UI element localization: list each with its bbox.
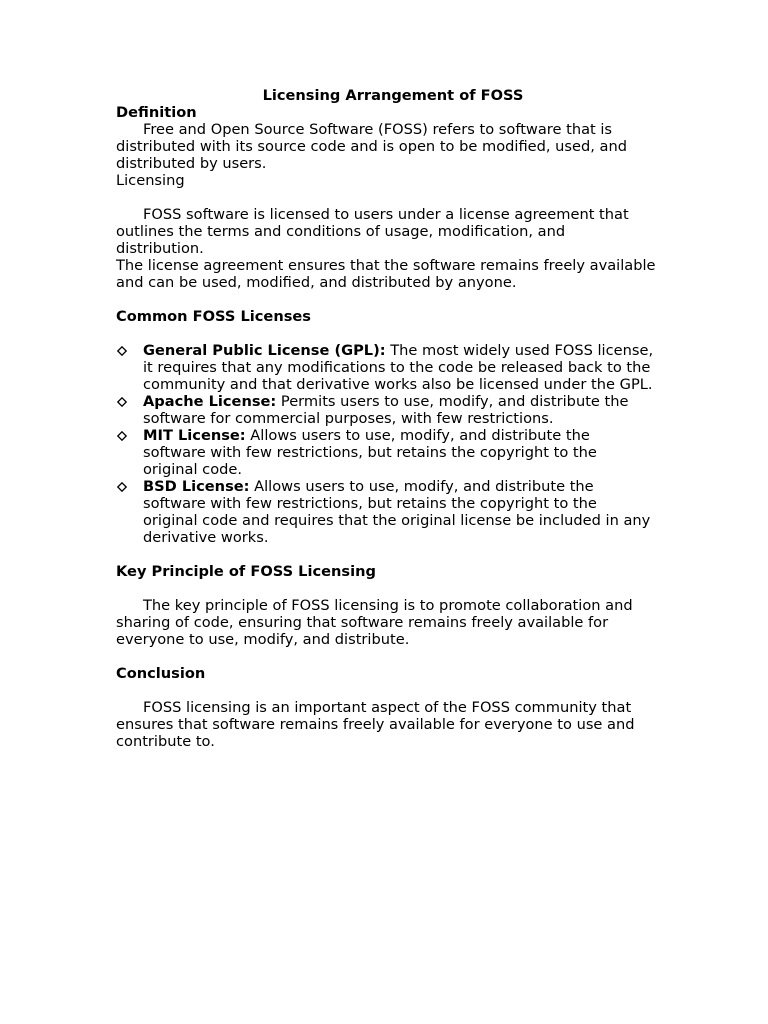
license-description: Permits users to use, modify, and distribute the software for commercial purposes, with few restrictions. — [143, 393, 629, 427]
conclusion-paragraph: FOSS licensing is an important aspect of the FOSS community that ensures that software remains freely available for everyone to use and contribute to. — [116, 699, 635, 750]
license-name: BSD License: — [143, 478, 250, 495]
diamond-outline-icon — [116, 393, 128, 410]
conclusion-heading: Conclusion — [116, 665, 206, 682]
diamond-outline-icon — [116, 427, 128, 444]
license-name: MIT License: — [143, 427, 246, 444]
license-description: Allows users to use, modify, and distribute the software with few restrictions, but retains the copyright to the original code and requires that the original license be included in any derivative works. — [143, 478, 651, 546]
spacer — [116, 580, 656, 597]
spacer — [116, 648, 656, 665]
diamond-outline-icon — [116, 342, 128, 359]
license-description: The most widely used FOSS license, it requires that any modifications to the code be released back to the community and that derivative works also be licensed under the GPL. — [143, 342, 654, 393]
license-list — [116, 342, 656, 546]
spacer — [116, 291, 656, 308]
common-licenses-heading: Common FOSS Licenses — [116, 308, 311, 325]
licensing-paragraph-2: The license agreement ensures that the software remains freely available and can be used, modified, and distributed by anyone. — [116, 257, 656, 291]
definition-heading: Definition — [116, 104, 197, 121]
license-description: Allows users to use, modify, and distribute the software with few restrictions, but retains the copyright to the original code. — [143, 427, 597, 478]
spacer — [116, 189, 656, 206]
document-title: Licensing Arrangement of FOSS — [262, 87, 524, 104]
license-item-bsd — [116, 478, 656, 546]
key-principle-heading: Key Principle of FOSS Licensing — [116, 563, 376, 580]
licensing-heading: Licensing — [116, 172, 185, 189]
definition-paragraph: Free and Open Source Software (FOSS) refers to software that is distributed with its source code and is open to be modified, used, and distributed by users. — [116, 121, 627, 172]
license-name: Apache License: — [143, 393, 277, 410]
license-item-gpl — [116, 342, 656, 393]
diamond-outline-icon — [116, 478, 128, 495]
spacer — [116, 546, 656, 563]
key-principle-paragraph: The key principle of FOSS licensing is to promote collaboration and sharing of code, ensuring that software remains freely available for everyone to use, modify, and distribute. — [116, 597, 633, 648]
document-page — [116, 87, 656, 750]
licensing-paragraph-1: FOSS software is licensed to users under a license agreement that outlines the terms and conditions of usage, modification, and distribution. — [116, 206, 629, 257]
license-item-mit — [116, 427, 656, 478]
spacer — [116, 325, 656, 342]
license-name: General Public License (GPL): — [143, 342, 386, 359]
spacer — [116, 682, 656, 699]
license-item-apache — [116, 393, 656, 427]
